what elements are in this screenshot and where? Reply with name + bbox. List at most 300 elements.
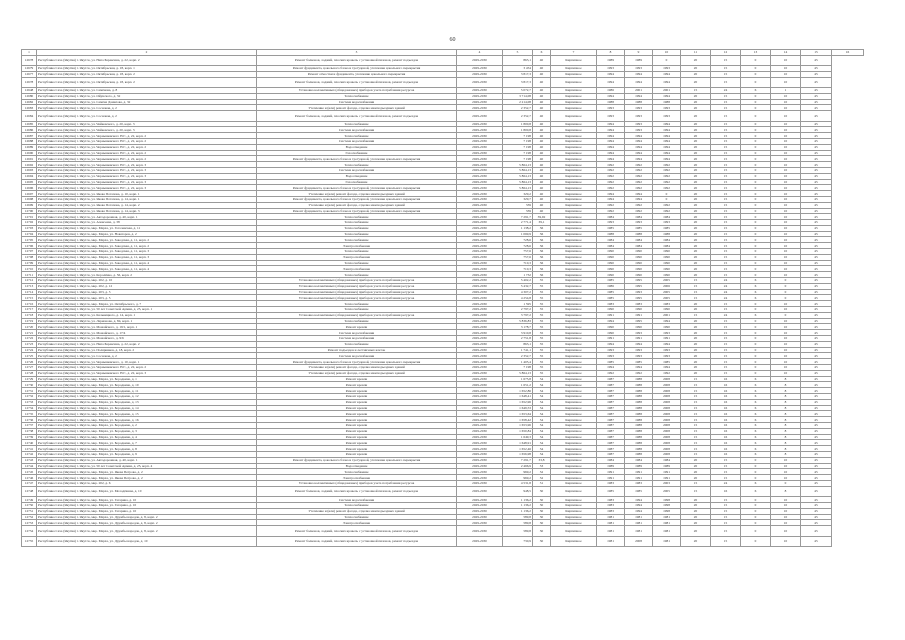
cell-c15: 45	[801, 266, 832, 272]
cell-address: Республика Саха (Якутия) г. Якутск, ул. Чернышевского Н.Г., д. 22, корп. 2	[37, 150, 257, 156]
cell-id: 12648	[22, 87, 37, 93]
cell-period: 2029-2030	[457, 272, 503, 278]
cell-y10: 1984	[653, 237, 681, 243]
cell-y9: 1990	[625, 249, 653, 255]
cell-c11: 20	[681, 475, 711, 481]
cell-y10: 1990	[653, 307, 681, 313]
cell-c6: 40	[533, 156, 551, 162]
cell-c14: 10	[771, 237, 801, 243]
cell-period: 2029-2030	[457, 266, 503, 272]
cell-y10: 2008	[653, 440, 681, 446]
cell-c12: 15	[711, 138, 741, 144]
cell-c11: 20	[681, 347, 711, 353]
cell-work: Теплоснабжение	[257, 502, 457, 508]
cell-c12: 16	[711, 388, 741, 394]
cell-c15: 45	[801, 312, 832, 318]
cell-id: 12755	[22, 536, 37, 546]
cell-y10: 1984	[653, 243, 681, 249]
cell-cost: 2 466,9	[503, 463, 533, 469]
cell-work: Утепление и (или) ремонт фасада, отделка межподъездных зданий	[257, 105, 457, 111]
cell-c14: 10	[771, 220, 801, 226]
cell-y9: 1990	[625, 307, 653, 313]
cell-c6: 35	[533, 295, 551, 301]
cell-address: Республика Саха (Якутия) г. Якутск, ул. Ойунского, д. 32	[37, 93, 257, 99]
table-row	[22, 486, 864, 496]
cell-id: 12705	[22, 237, 37, 243]
cell-c13: 6	[741, 394, 771, 400]
cell-y10: 1991	[653, 336, 681, 342]
cell-address: Республика Саха (Якутия) г. Якутск, мкр. Марха, ул. Бородкина, д. 12	[37, 394, 257, 400]
cell-cost: 5 864,13	[503, 370, 533, 376]
cell-work: Система водоснабжения	[257, 330, 457, 336]
cell-c11: 15	[681, 382, 711, 388]
cell-c13: 0	[741, 272, 771, 278]
cell-c12: 15	[711, 156, 741, 162]
cell-work: Электроснабжение	[257, 266, 457, 272]
cell-c11: 15	[681, 411, 711, 417]
cell-address: Республика Саха (Якутия) г. Якутск, ул. Алексеева, д. 38	[37, 220, 257, 226]
cell-c11: 20	[681, 214, 711, 220]
cell-c12: 15	[711, 324, 741, 330]
cell-cost: 3 817,3	[503, 77, 533, 87]
cell-cost: 2 352,7	[503, 105, 533, 111]
cell-period: 2029-2030	[457, 446, 503, 452]
cell-y8: 1994	[597, 133, 625, 139]
cell-c6: 40	[533, 93, 551, 99]
cell-y9: 1994	[625, 156, 653, 162]
cell-c15: 45	[801, 87, 832, 93]
cell-c13: 6	[741, 451, 771, 457]
cell-c11: 15	[681, 417, 711, 423]
cell-cost: 1 405,4	[503, 359, 533, 365]
cell-work: Электроснабжение	[257, 243, 457, 249]
cell-address: Республика Саха (Якутия) г. Якутск, ул. Можайского, д. 19/1, корп. 1	[37, 324, 257, 330]
cell-y9: 1994	[625, 77, 653, 87]
cell-y9: 1988	[625, 231, 653, 237]
cell-c15: 45	[801, 417, 832, 423]
cell-work: Теплоснабжение	[257, 231, 457, 237]
cell-id: 12691	[22, 156, 37, 162]
cell-id: 12727	[22, 365, 37, 371]
cell-cost: 329,2	[503, 191, 533, 197]
cell-y10: 1994	[653, 341, 681, 347]
cell-c14: 8	[771, 411, 801, 417]
cell-address: Республика Саха (Якутия) г. Якутск, мкр. Марха, ул. Бородкина, д. 11	[37, 388, 257, 394]
cell-type: Кирпичное	[551, 399, 597, 405]
cell-c11: 15	[681, 486, 711, 496]
cell-y10: 2008	[653, 405, 681, 411]
cell-y10: 1993	[653, 220, 681, 226]
cell-address: Республика Саха (Якутия) г. Якутск, мкр. 203, д. 3	[37, 289, 257, 295]
cell-c11: 20	[681, 536, 711, 546]
cell-c11: 20	[681, 463, 711, 469]
cell-c14: 10	[771, 231, 801, 237]
cell-address: Республика Саха (Якутия) г. Якутск, мкр. Марха, ул. Бородкина, д. 4	[37, 434, 257, 440]
cell-y8: 1991	[597, 336, 625, 342]
cell-c15: 45	[801, 307, 832, 313]
cell-type: Кирпичное	[551, 370, 597, 376]
cell-c13: 0	[741, 191, 771, 197]
cell-id: 12745	[22, 469, 37, 475]
cell-c14: 10	[771, 463, 801, 469]
cell-work: Теплоснабжение	[257, 237, 457, 243]
cell-type: Кирпичное	[551, 99, 597, 105]
cell-address: Республика Саха (Якутия) г. Якутск, ул. Чернышевского Н.Г., д. 22, корп. 2	[37, 156, 257, 162]
cell-y9: 1992	[625, 208, 653, 214]
cell-c12: 15	[711, 150, 741, 156]
cell-id: 12701	[22, 214, 37, 220]
cell-type: Кирпичное	[551, 497, 597, 503]
cell-c14: 10	[771, 65, 801, 71]
cell-id: 12731	[22, 388, 37, 394]
column-header-10: 10	[653, 50, 681, 56]
cell-c14: 10	[771, 55, 801, 65]
cell-address: Республика Саха (Якутия) г. Якутск, мкр. 202, д. 6	[37, 480, 257, 486]
cell-type: Кирпичное	[551, 446, 597, 452]
cell-type: Кирпичное	[551, 451, 597, 457]
cell-cost: 1 648,91	[503, 440, 533, 446]
cell-y10: 1981	[653, 526, 681, 536]
cell-c12: 24	[711, 278, 741, 284]
cell-y9: 1988	[625, 417, 653, 423]
cell-type: Кирпичное	[551, 417, 597, 423]
cell-c12: 15	[711, 301, 741, 307]
cell-address: Республика Саха (Якутия) г. Якутск, мкр. Марха, ул. Гагарина, д. 10	[37, 497, 257, 503]
cell-c6: 35	[533, 365, 551, 371]
cell-id: 12719	[22, 318, 37, 324]
cell-c13: 6	[741, 440, 771, 446]
cell-y10: 1994	[653, 138, 681, 144]
cell-period: 2029-2030	[457, 417, 503, 423]
cell-id: 12704	[22, 231, 37, 237]
cell-y10: 2008	[653, 382, 681, 388]
cell-cost: 5 864,13	[503, 167, 533, 173]
column-header-11: 11	[681, 50, 711, 56]
cell-c15: 45	[801, 508, 832, 514]
cell-c11: 20	[681, 55, 711, 65]
table-row	[22, 526, 864, 536]
table-body	[22, 55, 864, 546]
cell-work: Электроснабжение	[257, 520, 457, 526]
cell-id: 12737	[22, 422, 37, 428]
cell-y8: 1986	[597, 87, 625, 93]
cell-y8: 1994	[597, 121, 625, 127]
cell-c12: 15	[711, 196, 741, 202]
cell-c13: 0	[741, 347, 771, 353]
column-header-15: 15	[801, 50, 832, 56]
cell-c13: 0	[741, 365, 771, 371]
cell-c6: 40	[533, 99, 551, 105]
cell-y9: 1988	[625, 382, 653, 388]
cell-y9: 1992	[625, 173, 653, 179]
cell-id: 12750	[22, 502, 37, 508]
cell-type: Кирпичное	[551, 353, 597, 359]
table-row	[22, 111, 864, 121]
cell-type: Кирпичное	[551, 65, 597, 71]
cell-y9: 1985	[625, 359, 653, 365]
cell-type: Кирпичное	[551, 486, 597, 496]
cell-c11: 15	[681, 312, 711, 318]
cell-y10: 1992	[653, 167, 681, 173]
cell-c11: 20	[681, 156, 711, 162]
cell-address: Республика Саха (Якутия) г. Якутск, ул. Чернышевского Н.Г., д. 22, корп. 2	[37, 365, 257, 371]
cell-work: Ремонт кровли	[257, 324, 457, 330]
register-table	[21, 49, 864, 547]
cell-c11: 20	[681, 254, 711, 260]
cell-y10: 1994	[653, 133, 681, 139]
cell-c11: 15	[681, 295, 711, 301]
cell-c14: 10	[771, 208, 801, 214]
cell-c14: 10	[771, 111, 801, 121]
cell-c15: 45	[801, 457, 832, 463]
cell-y8: 1990	[597, 266, 625, 272]
cell-work: Теплоснабжение	[257, 121, 457, 127]
cell-c11: 20	[681, 502, 711, 508]
column-header-6: 6	[533, 50, 551, 56]
cell-type: Кирпичное	[551, 237, 597, 243]
cell-y8: 1992	[597, 202, 625, 208]
cell-c6: 35	[533, 341, 551, 347]
cell-address: Республика Саха (Якутия) г. Якутск, ул. Ларионова, д. 84, корп. 1	[37, 318, 257, 324]
cell-c13: 0	[741, 463, 771, 469]
cell-work: Система водоснабжения	[257, 497, 457, 503]
cell-cost: 863,1	[503, 341, 533, 347]
cell-period: 2029-2030	[457, 243, 503, 249]
cell-id: 12752	[22, 514, 37, 520]
cell-cost: 5 432,7	[503, 283, 533, 289]
cell-type: Кирпичное	[551, 307, 597, 313]
cell-work: Ремонт фундамента, цокольного блока и тротуарной, утепление цокольного перекрытия	[257, 208, 457, 214]
cell-c12: 24	[711, 295, 741, 301]
cell-id: 12753	[22, 520, 37, 526]
cell-c6: 36	[533, 225, 551, 231]
cell-type: Кирпичное	[551, 231, 597, 237]
cell-id: 12717	[22, 307, 37, 313]
cell-type: Кирпичное	[551, 121, 597, 127]
cell-type: Кирпичное	[551, 225, 597, 231]
cell-id: 12706	[22, 243, 37, 249]
cell-type: Кирпичное	[551, 220, 597, 226]
cell-c12: 15	[711, 457, 741, 463]
cell-c14: 10	[771, 526, 801, 536]
cell-c13: 6	[741, 446, 771, 452]
cell-cost: 339	[503, 202, 533, 208]
cell-c15: 45	[801, 341, 832, 347]
cell-cost: 7 198	[503, 138, 533, 144]
cell-y8: 1985	[597, 225, 625, 231]
cell-c15: 45	[801, 249, 832, 255]
cell-c11: 15	[681, 278, 711, 284]
cell-y8: 1987	[597, 399, 625, 405]
cell-cost: 7 198	[503, 144, 533, 150]
cell-c11: 15	[681, 405, 711, 411]
cell-c15: 45	[801, 214, 832, 220]
cell-c14: 10	[771, 167, 801, 173]
cell-address: Республика Саха (Якутия) г. Якутск, мкр. Марха, ул. Бородкина, д. 3	[37, 428, 257, 434]
cell-address: Республика Саха (Якутия) г. Якутск, ул. Кальвицкого, д. 14, корп. 1	[37, 312, 257, 318]
cell-period: 2029-2030	[457, 202, 503, 208]
cell-cost: 1 595	[503, 301, 533, 307]
cell-c11: 20	[681, 520, 711, 526]
cell-y8: 1990	[597, 330, 625, 336]
cell-id: 12713	[22, 283, 37, 289]
column-header-13: 13	[741, 50, 771, 56]
cell-c13: 0	[741, 133, 771, 139]
cell-work: Теплоснабжение	[257, 133, 457, 139]
cell-id: 12723	[22, 341, 37, 347]
cell-c11: 15	[681, 428, 711, 434]
cell-type: Кирпичное	[551, 133, 597, 139]
cell-address: Республика Саха (Якутия) г. Якутск, ул. Якова Потапова, д. 14, корп. 2	[37, 202, 257, 208]
cell-period: 2029-2030	[457, 93, 503, 99]
cell-c13: 0	[741, 77, 771, 87]
cell-cost: 4 531,8	[503, 480, 533, 486]
cell-c14: 0	[771, 283, 801, 289]
cell-c15: 45	[801, 382, 832, 388]
cell-id: 12739	[22, 434, 37, 440]
cell-c14: 10	[771, 138, 801, 144]
cell-y8: 1987	[597, 451, 625, 457]
cell-y10: 1983	[653, 301, 681, 307]
cell-type: Кирпичное	[551, 312, 597, 318]
cell-cost: 7 198	[503, 156, 533, 162]
cell-c12: 15	[711, 341, 741, 347]
cell-y10: 1992	[653, 162, 681, 168]
cell-y10: 1988	[653, 231, 681, 237]
cell-period: 2029-2030	[457, 520, 503, 526]
cell-c14: 10	[771, 121, 801, 127]
cell-c13: 0	[741, 254, 771, 260]
cell-y10: 1981	[653, 536, 681, 546]
cell-address: Республика Саха (Якутия) г. Якутск, ул. 50 лет Советской Армии, д. 25, корп. 4	[37, 463, 257, 469]
cell-c13: 6	[741, 283, 771, 289]
cell-y9: 1994	[625, 196, 653, 202]
cell-address: Республика Саха (Якутия) г. Якутск, мкр. 203, д. 5	[37, 295, 257, 301]
cell-address: Республика Саха (Якутия) г. Якутск, ул. Семёнова, д. 8	[37, 87, 257, 93]
cell-y10: 2005	[653, 278, 681, 284]
cell-period: 2029-2030	[457, 428, 503, 434]
cell-c12: 15	[711, 526, 741, 536]
cell-period: 2029-2030	[457, 388, 503, 394]
cell-c14: 10	[771, 249, 801, 255]
cell-y9: 1984	[625, 457, 653, 463]
cell-cost: 757,6	[503, 249, 533, 255]
cell-y9: 1993	[625, 289, 653, 295]
cell-address: Республика Саха (Якутия) г. Якутск, ул. Непа Бараксина, д. 22, корп. 2	[37, 341, 257, 347]
cell-c11: 20	[681, 93, 711, 99]
cell-cost: 1 652,96	[503, 399, 533, 405]
cell-c12: 15	[711, 133, 741, 139]
cell-c13: 0	[741, 202, 771, 208]
cell-id: 12694	[22, 173, 37, 179]
cell-c11: 20	[681, 260, 711, 266]
cell-period: 2029-2030	[457, 196, 503, 202]
cell-y9: 1988	[625, 99, 653, 105]
cell-c13: 6	[741, 434, 771, 440]
cell-period: 2029-2030	[457, 451, 503, 457]
cell-type: Кирпичное	[551, 359, 597, 365]
cell-type: Кирпичное	[551, 144, 597, 150]
cell-type: Кирпичное	[551, 341, 597, 347]
cell-c11: 15	[681, 451, 711, 457]
cell-work: Ремонт фундамента, цокольного блока и тротуарной, утепление цокольного перекрытия	[257, 359, 457, 365]
cell-c13: 0	[741, 341, 771, 347]
cell-address: Республика Саха (Якутия) г. Якутск, мкр. Марха, ул. Гагарина, д. 10	[37, 508, 257, 514]
cell-c15: 45	[801, 520, 832, 526]
cell-y8: 1990	[597, 272, 625, 278]
cell-work: Ремонт кровли	[257, 434, 457, 440]
cell-y8: 1994	[597, 191, 625, 197]
cell-work: Ремонт балконов, лоджий, плоских кровель с установкой пилонов, ремонт подъездов	[257, 55, 457, 65]
cell-c6: 35	[533, 336, 551, 342]
cell-period: 2029-2030	[457, 422, 503, 428]
cell-address: Республика Саха (Якутия) г. Якутск, мкр. Марха, ул. Бородкина, д. 10	[37, 382, 257, 388]
cell-y9: 1990	[625, 324, 653, 330]
table-row	[22, 77, 864, 87]
cell-id: 12688	[22, 138, 37, 144]
cell-c11: 20	[681, 105, 711, 111]
cell-y10: 1993	[653, 65, 681, 71]
cell-c15: 45	[801, 365, 832, 371]
cell-id: 12740	[22, 440, 37, 446]
cell-type: Кирпичное	[551, 295, 597, 301]
cell-y9: 1993	[625, 353, 653, 359]
cell-c11: 20	[681, 272, 711, 278]
cell-y9: 1981	[625, 526, 653, 536]
cell-work: Ремонт фундамента, цокольного блока и тротуарной, утепление цокольного перекрытия	[257, 185, 457, 191]
cell-c15: 45	[801, 105, 832, 111]
cell-c12: 16	[711, 399, 741, 405]
cell-address: Республика Саха (Якутия) г. Якутск, мкр. Марха, ул. Гоголевская, д. 11	[37, 225, 257, 231]
cell-period: 2029-2030	[457, 99, 503, 105]
cell-y8: 1987	[597, 440, 625, 446]
cell-c15: 45	[801, 278, 832, 284]
cell-period: 2029-2030	[457, 330, 503, 336]
cell-c14: 10	[771, 341, 801, 347]
cell-id: 12732	[22, 394, 37, 400]
cell-address: Республика Саха (Якутия) г. Якутск, мкр. Марха, ул. Бородкина, д. 8	[37, 446, 257, 452]
cell-c13: 0	[741, 162, 771, 168]
cell-c12: 15	[711, 307, 741, 313]
cell-c11: 20	[681, 220, 711, 226]
cell-y10: 2001	[653, 312, 681, 318]
cell-cost: 5 402,2	[503, 278, 533, 284]
cell-c15: 45	[801, 411, 832, 417]
cell-y8: 1983	[597, 508, 625, 514]
cell-work: Теплоснабжение	[257, 220, 457, 226]
cell-c13: 0	[741, 336, 771, 342]
cell-c13: 0	[741, 301, 771, 307]
cell-y8: 1990	[597, 324, 625, 330]
cell-c12: 16	[711, 376, 741, 382]
cell-c11: 20	[681, 249, 711, 255]
cell-c12: 15	[711, 179, 741, 185]
cell-c15: 45	[801, 422, 832, 428]
cell-c11: 15	[681, 480, 711, 486]
cell-c13: 6	[741, 480, 771, 486]
cell-period: 2029-2030	[457, 295, 503, 301]
cell-work: Утепление и (или) ремонт фасада, отделка межподъездных зданий	[257, 365, 457, 371]
cell-y10: 2008	[653, 451, 681, 457]
cell-c15: 45	[801, 428, 832, 434]
cell-y9: 1988	[625, 434, 653, 440]
cell-c12: 15	[711, 237, 741, 243]
cell-work: Ремонт кровли	[257, 422, 457, 428]
cell-c14: 10	[771, 185, 801, 191]
cell-y8: 1987	[597, 411, 625, 417]
cell-y10: 1990	[653, 324, 681, 330]
cell-id: 12682	[22, 99, 37, 105]
